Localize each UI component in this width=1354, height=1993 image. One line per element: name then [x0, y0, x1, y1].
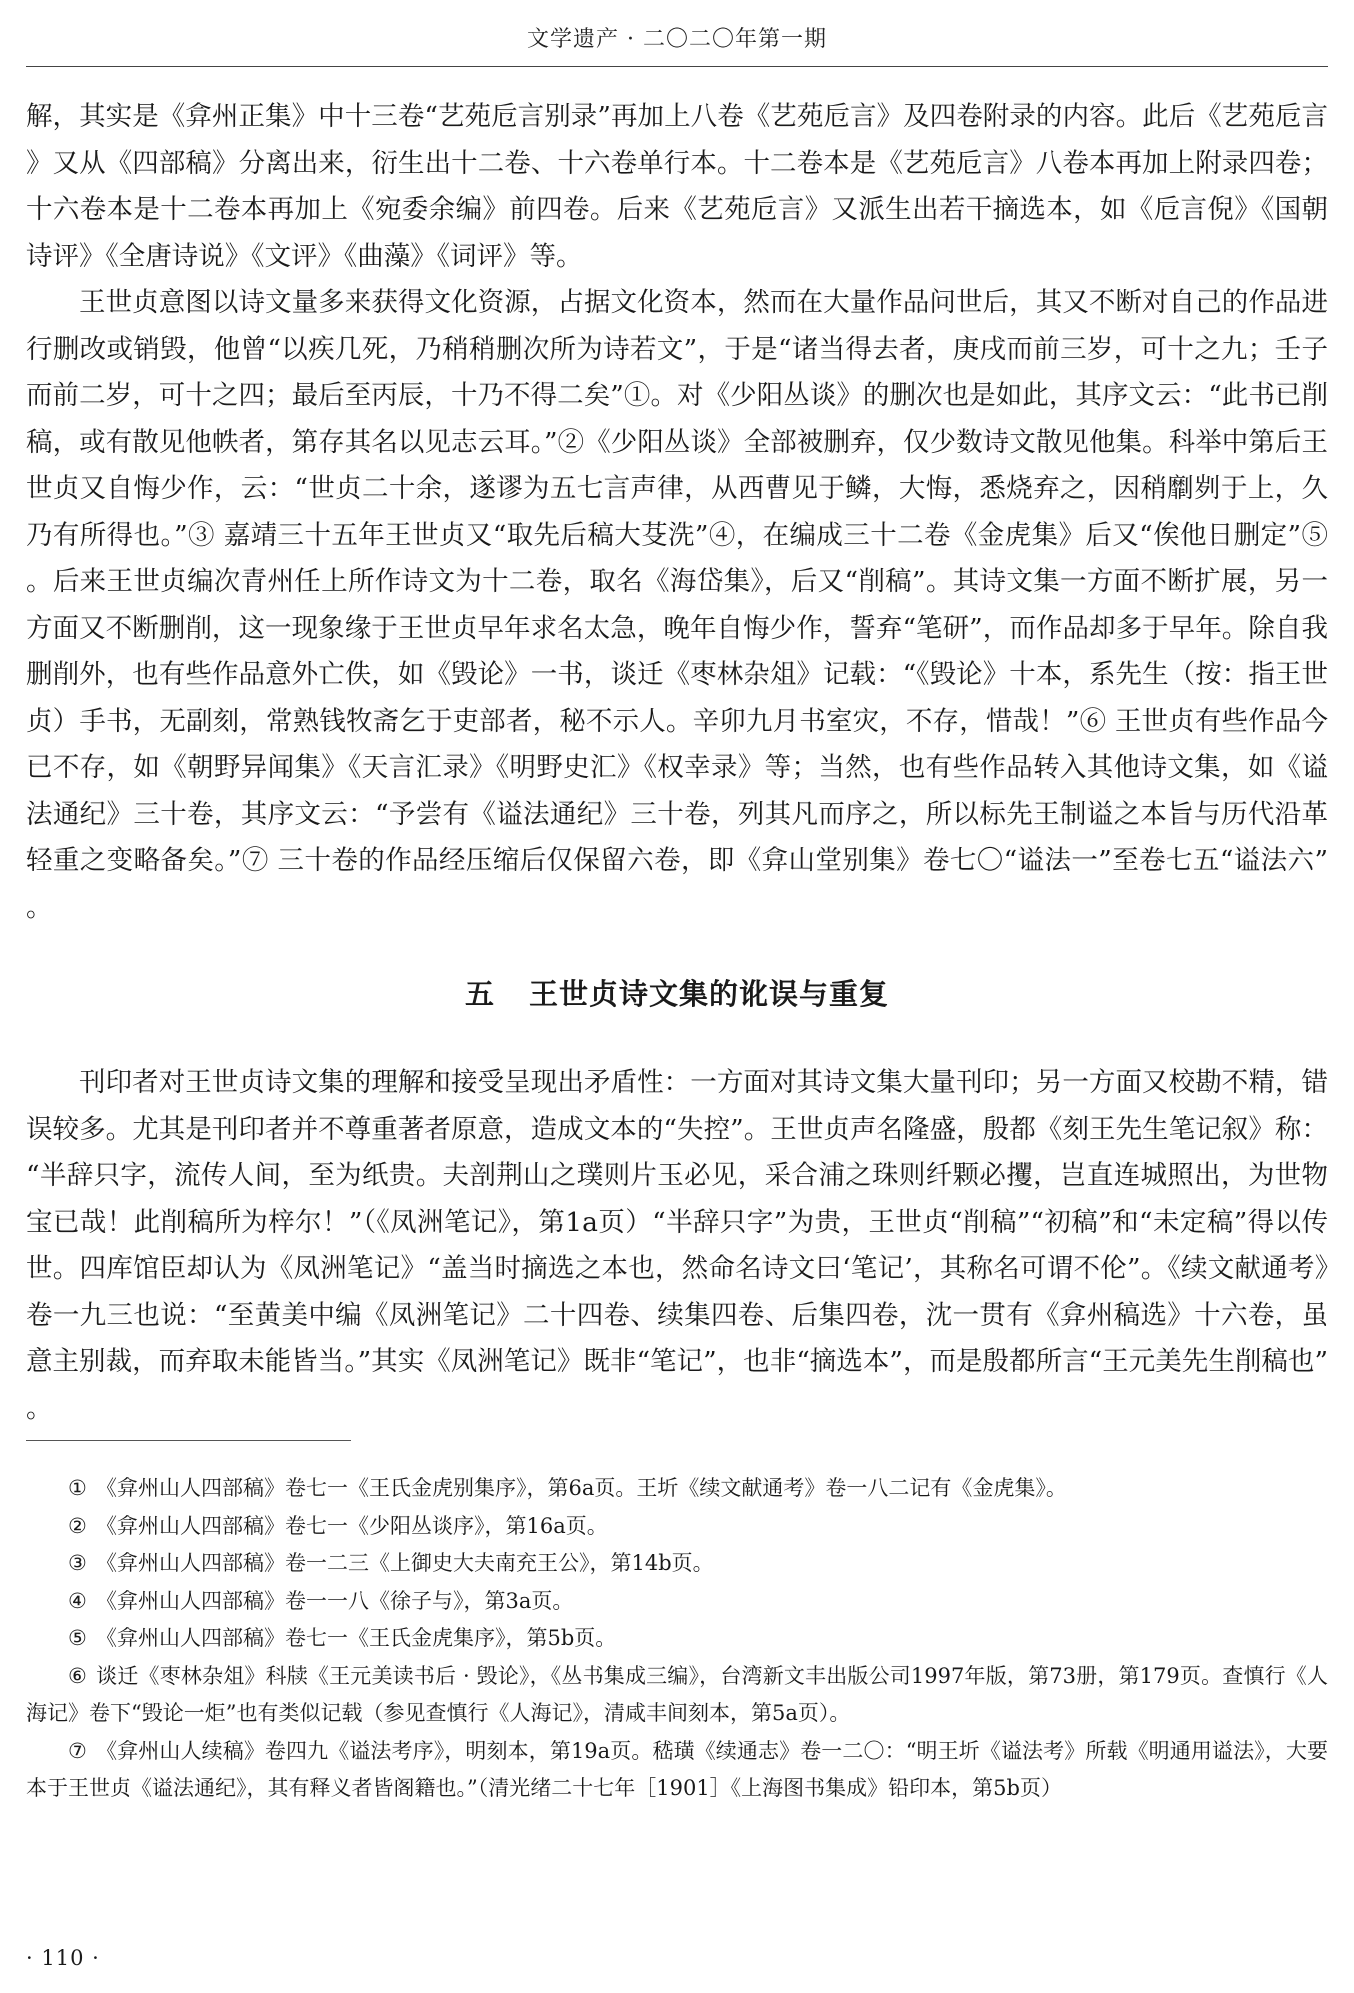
main-text-block: [26, 94, 1328, 931]
section-title: 王世贞诗文集的讹误与重复: [529, 977, 890, 1011]
footnote-text: 《弇州山人四部稿》卷一二三《上御史大夫南充王公》，第14b页。: [96, 1551, 714, 1575]
footnote: [26, 1733, 1328, 1808]
footnote: [26, 1620, 1328, 1658]
footnote: [26, 1470, 1328, 1508]
page-number: · 110 ·: [26, 1946, 100, 1970]
footnote: [26, 1545, 1328, 1583]
footnote-mark: ⑥: [68, 1663, 87, 1688]
section-text-block: [26, 1060, 1328, 1432]
footnote-text: 谈迁《枣林杂俎》科牍《王元美读书后 · 毁论》，《丛书集成三编》，台湾新文丰出版公司1997年版，第73册，第179页。查慎行《人海记》卷下“毁论一炬”也有类似记载（参见查慎行《人海记》，清咸丰间刻本，第5a页）。: [26, 1663, 1328, 1725]
footnote-text: 《弇州山人四部稿》卷一一八《徐子与》，第3a页。: [96, 1588, 574, 1613]
running-head: 文学遗产 · 二〇二〇年第一期: [527, 27, 827, 52]
footnotes: [26, 1470, 1328, 1808]
body-paragraph: 刊印者对王世贞诗文集的理解和接受呈现出矛盾性：一方面对其诗文集大量刊印；另一方面又校勘不精，错误较多。尤其是刊印者并不尊重著者原意，造成文本的“失控”。王世贞声名隆盛，殷都《刻王先生笔记叙》称：“半辞只字，流传人间，至为纸贵。夫剖荆山之璞则片玉必见，采合浦之珠则纤颗必攫，岂直连城照出，为世物宝已哉！此削稿所为梓尔！”（《凤洲笔记》，第1a页）“半辞只字”为贵，王世贞“削稿”“初稿”和“未定稿”得以传世。四库馆臣却认为《凤洲笔记》“盖当时摘选之本也，然命名诗文曰‘笔记’，其称名可谓不伦”。《续文献通考》卷一九三也说：“至黄美中编《凤洲笔记》二十四卷、续集四卷、后集四卷，沈一贯有《弇州稿选》十六卷，虽意主别裁，而弃取未能皆当。”其实《凤洲笔记》既非“笔记”，也非“摘选本”，而是殷都所言“王元美先生削稿也”。: [26, 1067, 1328, 1424]
footnote-text: 《弇州山人四部稿》卷七一《少阳丛谈序》，第16a页。: [96, 1513, 608, 1538]
body-paragraph: 王世贞意图以诗文量多来获得文化资源，占据文化资本，然而在大量作品问世后，其又不断对自己的作品进行删改或销毁，他曾“以疾几死，乃稍稍删次所为诗若文”，于是“诸当得去者，庚戌而前三岁，可十之九；壬子而前二岁，可十之四；最后至丙辰，十乃不得二矣”①。对《少阳丛谈》的删次也是如此，其序文云：“此书已削稿，或有散见他帙者，第存其名以见志云耳。”②《少阳丛谈》全部被删弃，仅少数诗文散见他集。科举中第后王世贞又自悔少作，云：“世贞二十余，遂谬为五七言声律，从西曹见于鳞，大悔，悉烧弃之，因稍劘刿于上，久乃有所得也。”③ 嘉靖三十五年王世贞又“取先后稿大芟洗”④，在编成三十二卷《金虎集》后又“俟他日删定”⑤。后来王世贞编次青州任上所作诗文为十二卷，取名《海岱集》，后又“削稿”。其诗文集一方面不断扩展，另一方面又不断删削，这一现象缘于王世贞早年求名太急，晚年自悔少作，誓弃“笔研”，而作品却多于早年。除自我删削外，也有些作品意外亡佚，如《毁论》一书，谈迁《枣林杂俎》记载：“《毁论》十本，系先生（按：指王世贞）手书，无副刻，常熟钱牧斋乞于吏部者，秘不示人。辛卯九月书室灾，不存，惜哉！”⑥ 王世贞有些作品今已不存，如《朝野异闻集》《天言汇录》《明野史汇》《权幸录》等；当然，也有些作品转入其他诗文集，如《谥法通纪》三十卷，其序文云：“予尝有《谥法通纪》三十卷，列其凡而序之，所以标先王制谥之本旨与历代沿革轻重之变略备矣。”⑦ 三十卷的作品经压缩后仅保留六卷，即《弇山堂别集》卷七〇“谥法一”至卷七五“谥法六”。: [26, 287, 1328, 923]
journal-page: [26, 0, 1328, 1993]
body-paragraph: 解，其实是《弇州正集》中十三卷“艺苑卮言别录”再加上八卷《艺苑卮言》及四卷附录的内容。此后《艺苑卮言》又从《四部稿》分离出来，衍生出十二卷、十六卷单行本。十二卷本是《艺苑卮言》八卷本再加上附录四卷；十六卷本是十二卷本再加上《宛委余编》前四卷。后来《艺苑卮言》又派生出若干摘选本，如《卮言倪》《国朝诗评》《全唐诗说》《文评》《曲藻》《词评》等。: [26, 101, 1328, 272]
footnote-mark: ②: [68, 1513, 87, 1538]
footnote: [26, 1583, 1328, 1621]
footnote-text: 《弇州山人四部稿》卷七一《王氏金虎别集序》，第6a页。王圻《续文献通考》卷一八二记有《金虎集》。: [96, 1476, 1067, 1500]
section-heading: [26, 972, 1328, 1013]
header-rule: [26, 66, 1328, 67]
footnote-mark: ①: [68, 1476, 87, 1500]
footnote-rule: [26, 1440, 351, 1441]
footnote-mark: ③: [68, 1551, 87, 1575]
footnote-mark: ⑦: [68, 1738, 87, 1763]
section-number: 五: [464, 977, 495, 1011]
footnote-text: 《弇州山人四部稿》卷七一《王氏金虎集序》，第5b页。: [96, 1626, 617, 1650]
footnote-mark: ⑤: [68, 1626, 87, 1650]
footnote-mark: ④: [68, 1588, 87, 1613]
footnote: [26, 1658, 1328, 1733]
footnote-text: 《弇州山人续稿》卷四九《谥法考序》，明刻本，第19a页。嵇璜《续通志》卷一二〇：“明王圻《谥法考》所载《明通用谥法》，大要本于王世贞《谥法通纪》，其有释义者皆阁籍也。”（清光绪二十七年［1901］《上海图书集成》铅印本，第5b页）: [26, 1738, 1328, 1800]
footnote: [26, 1508, 1328, 1546]
